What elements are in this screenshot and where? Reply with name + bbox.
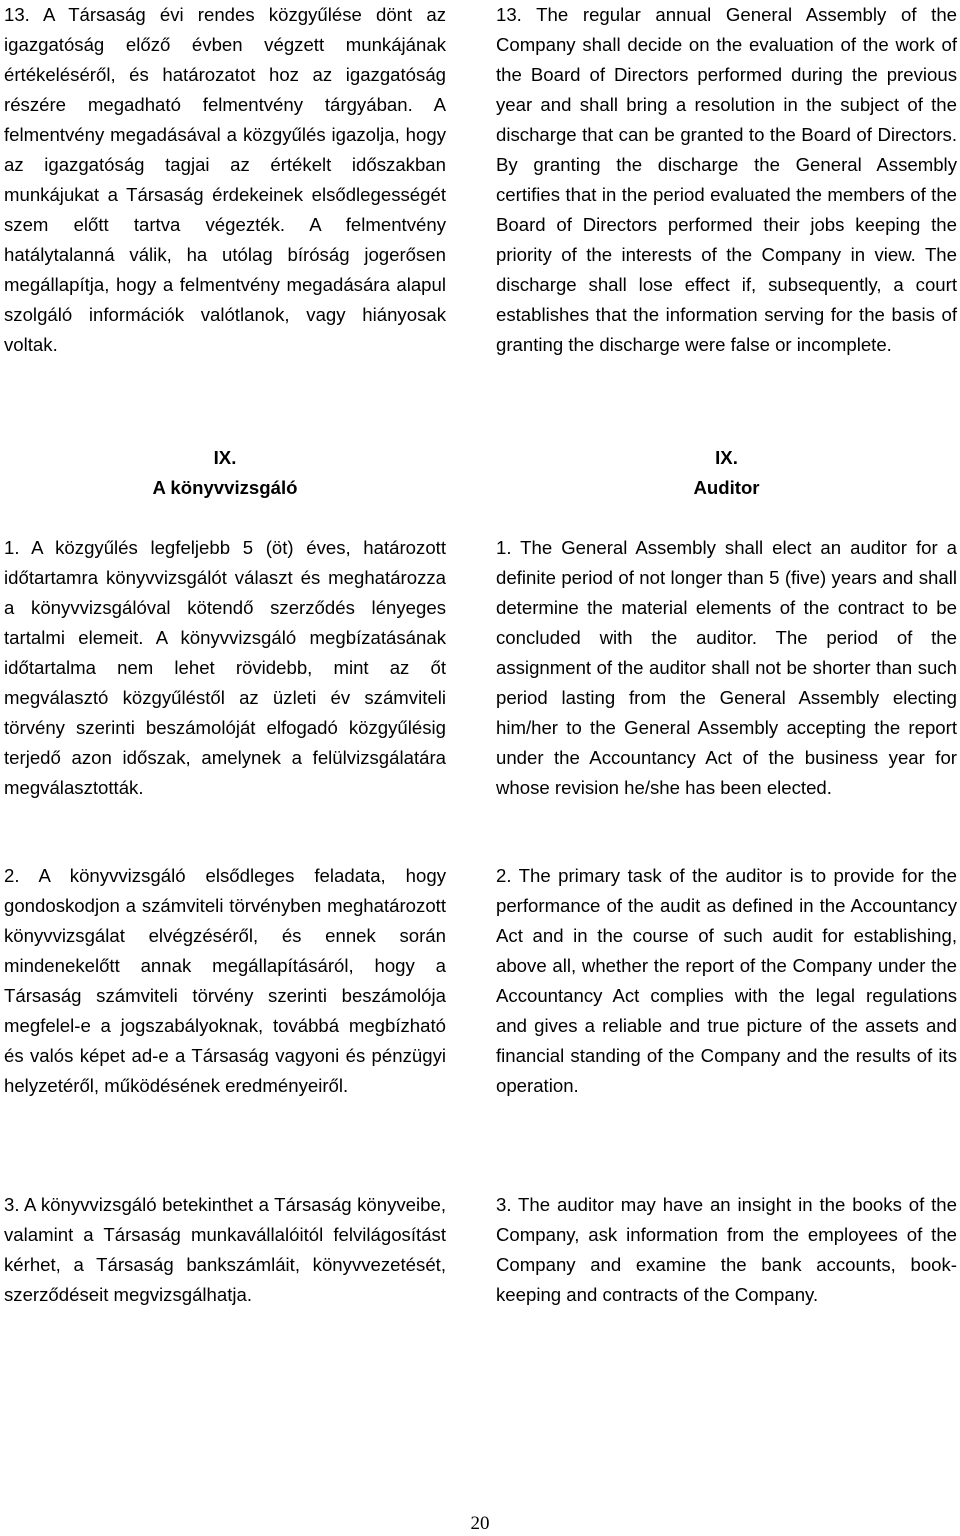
chapter-heading-english xyxy=(496,443,957,503)
article-13-english: 13. The regular annual General Assembly of the Company shall decide on the evaluation of the work of the Board of Directors performed during the previous year and shall bring a resolution in the subject of the discharge that can be granted to the Board of Directors. By granting the discharge the General Assembly certifies that in the period evaluated the members of the Board of Directors performed their jobs keeping the priority of the interests of the Company in view. The discharge shall lose effect if, subsequently, a court establishes that the information serving for the basis of granting the discharge were false or incomplete. xyxy=(496,4,957,355)
paragraph-2-hungarian: 2. A könyvvizsgáló elsődleges feladata, hogy gondoskodjon a számviteli törvényben meghatározott könyvvizsgálat elvégzéséről, és ennek során mindenekelőtt annak megállapításáról, hogy a Társaság számviteli törvény szerinti beszámolója megfelel-e a jogszabályoknak, továbbá megbízható és valós képet ad-e a Társaság vagyoni és pénzügyi helyzetéről, működésének eredményeiről. xyxy=(4,865,446,1096)
paragraph-1-hungarian: 1. A közgyűlés legfeljebb 5 (öt) éves, határozott időtartamra könyvvizsgálót választ és meghatározza a könyvvizsgálóval kötendő szerződés lényeges tartalmi elemeit. A könyvvizsgáló megbízatásának időtartalma nem lehet rövidebb, mint az őt megválasztó közgyűléstől az üzleti év számviteli törvény szerinti beszámolóját elfogadó közgyűlésig terjedő azon időszak, amelynek a felülvizsgálatára megválasztották. xyxy=(4,537,446,798)
chapter-title-english: Auditor xyxy=(693,477,760,498)
page-number: 20 xyxy=(470,1513,490,1534)
chapter-number-hungarian: IX. xyxy=(213,447,237,468)
chapter-number-english: IX. xyxy=(715,447,738,468)
chapter-title-hungarian: A könyvvizsgáló xyxy=(152,477,298,498)
article-13-hungarian: 13. A Társaság évi rendes közgyűlése dönt az igazgatóság előző évben végzett munkájának értékeléséről, és határozatot hoz az igazgatóság részére megadható felmentvény tárgyában. A felmentvény megadásával a közgyűlés igazolja, hogy az igazgatóság tagjai az értékelt időszakban munkájukat a Társaság érdekeinek elsődlegességét szem előtt tartva végezték. A felmentvény hatálytalanná válik, ha utólag bíróság jogerősen megállapítja, hogy a felmentvény megadására alapul szolgáló információk valótlanok, vagy hiányosak voltak. xyxy=(4,4,446,355)
paragraph-3-hungarian: 3. A könyvvizsgáló betekinthet a Társaság könyveibe, valamint a Társaság munkavállalóitól felvilágosítást kérhet, a Társaság bankszámláit, könyvvezetését, szerződéseit megvizsgálhatja. xyxy=(4,1194,446,1305)
paragraph-1-english: 1. The General Assembly shall elect an auditor for a definite period of not longer than 5 (five) years and shall determine the material elements of the contract to be concluded with the auditor. The period of the assignment of the auditor shall not be shorter than such period lasting from the General Assembly electing him/her to the General Assembly accepting the report under the Accountancy Act of the business year for whose revision he/she has been elected. xyxy=(496,537,957,798)
chapter-heading-hungarian xyxy=(4,443,446,503)
paragraph-3-english: 3. The auditor may have an insight in the books of the Company, ask information from the employees of the Company and examine the bank accounts, book-keeping and contracts of the Company. xyxy=(496,1194,957,1305)
paragraph-2-english: 2. The primary task of the auditor is to provide for the performance of the audit as defined in the Accountancy Act and in the course of such audit for establishing, above all, whether the report of the Company under the Accountancy Act complies with the legal regulations and gives a reliable and true picture of the assets and financial standing of the Company and the results of its operation. xyxy=(496,865,957,1096)
